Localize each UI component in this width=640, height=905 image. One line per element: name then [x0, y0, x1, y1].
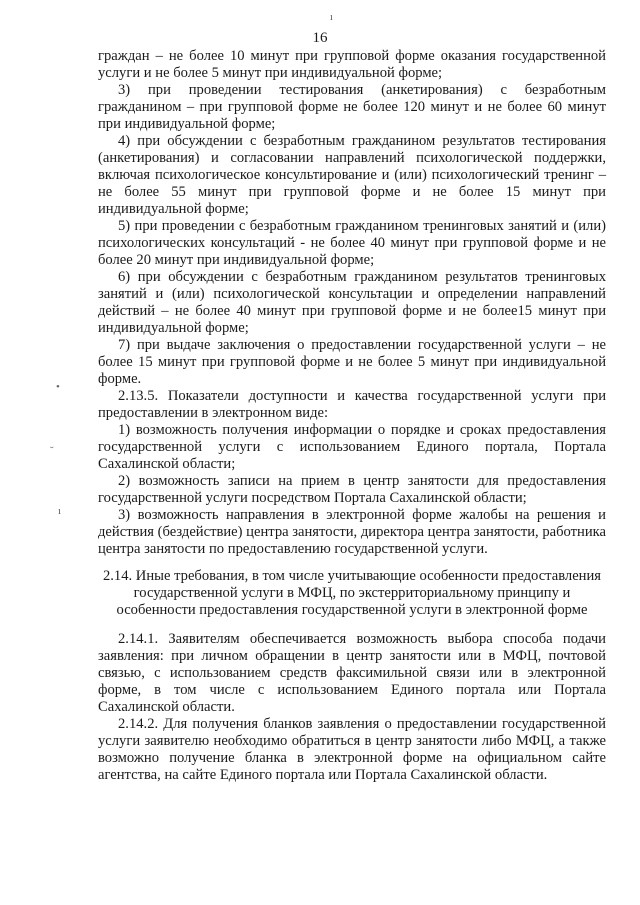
page-number: 16	[312, 30, 328, 46]
paragraph: 3) возможность направления в электронной форме жалобы на решения и действия (бездействие) центра занятости, директора центра занятости, работника центра занятости по предоставлению государственной услуги.	[98, 507, 606, 557]
margin-mark: •	[56, 381, 60, 393]
margin-mark: ı	[58, 505, 62, 517]
paragraph: 2) возможность записи на прием в центр занятости для предоставления государственной услуги посредством Портала Сахалинской области;	[98, 473, 606, 506]
paragraph: 2.14.1. Заявителям обеспечивается возможность выбора способа подачи заявления: при личном обращении в центр занятости или в МФЦ, почтовой связью, с использованием средств факсимильной связи или в электронной форме, в том числе с использованием Единого портала или Портала Сахалинской области.	[98, 631, 606, 715]
paragraph: 2.13.5. Показатели доступности и качества государственной услуги при предоставлении в электронном виде:	[98, 388, 606, 421]
paragraph: 7) при выдаче заключения о предоставлении государственной услуги – не более 15 минут при групповой форме и не более 5 минут при индивидуальной форме.	[98, 337, 606, 387]
paragraph: 6) при обсуждении с безработным гражданином результатов тренинговых занятий и (или) психологической консультации и определении направлений действий – не более 40 минут при групповой форме и не более15 минут при индивидуальной форме;	[98, 269, 606, 336]
paragraph: 5) при проведении с безработным гражданином тренинговых занятий и (или) психологических консультаций - не более 40 минут при групповой форме и не более 20 минут при индивидуальной форме;	[98, 218, 606, 268]
document-body	[98, 48, 606, 784]
paragraph: граждан – не более 10 минут при групповой форме оказания государственной услуги и не более 5 минут при индивидуальной форме;	[98, 48, 606, 81]
paragraph: 3) при проведении тестирования (анкетирования) с безработным гражданином – при групповой форме не более 120 минут и не более 60 минут при индивидуальной форме;	[98, 82, 606, 132]
top-mark: ı	[330, 12, 333, 23]
section-heading: 2.14. Иные требования, в том числе учитывающие особенности предоставления государственной услуги в МФЦ, по экстерриториальному принципу и особенности предоставления государственной услуги в электронной форме	[102, 568, 602, 618]
paragraph: 4) при обсуждении с безработным гражданином результатов тестирования (анкетирования) и согласовании направлений психологической поддержки, включая психологическое консультирование и (или) психологический тренинг – не более 55 минут при групповой форме и не более 15 минут при индивидуальной форме;	[98, 133, 606, 217]
margin-mark: ˘	[50, 445, 54, 457]
paragraph: 1) возможность получения информации о порядке и сроках предоставления государственной услуги с использованием Единого портала, Портала Сахалинской области;	[98, 422, 606, 472]
paragraph: 2.14.2. Для получения бланков заявления о предоставлении государственной услуги заявителю необходимо обратиться в центр занятости либо МФЦ, а также возможно получение бланка в электронной форме на официальном сайте агентства, на сайте Единого портала или Портала Сахалинской области.	[98, 716, 606, 783]
